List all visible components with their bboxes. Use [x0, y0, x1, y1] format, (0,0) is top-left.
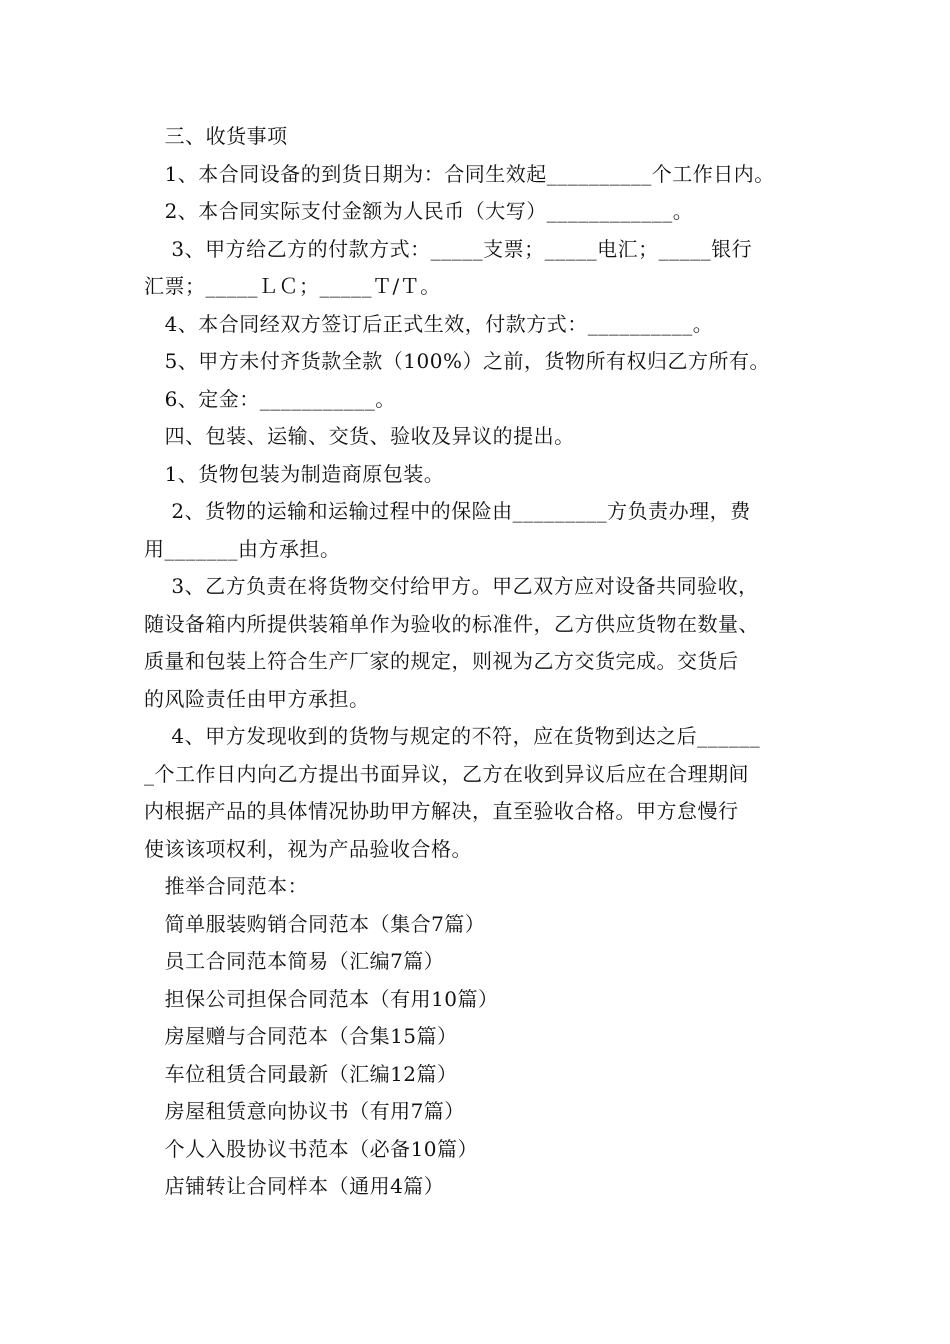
recommended-item: 个人入股协议书范本（必备10篇）: [144, 1136, 479, 1161]
recommended-item: 简单服装购销合同范本（集合7篇）: [144, 911, 486, 936]
paragraph-line: 3、甲方给乙方的付款方式：_____支票；_____电汇；_____银行: [144, 236, 753, 261]
paragraph-line: 使该该项权利，视为产品验收合格。: [144, 836, 472, 861]
paragraph-line: 用_______由方承担。: [144, 536, 341, 561]
paragraph-line: 质量和包装上符合生产厂家的规定，则视为乙方交货完成。交货后: [144, 649, 739, 673]
paragraph-line: 1、本合同设备的到货日期为：合同生效起__________个工作日内。: [144, 161, 775, 186]
recommended-item: 房屋赠与合同范本（合集15篇）: [144, 1024, 458, 1048]
section-heading: 三、收货事项: [144, 124, 288, 148]
recommended-heading: 推举合同范本：: [144, 874, 309, 898]
paragraph-line: 内根据产品的具体情况协助甲方解决，直至验收合格。甲方怠慢行: [144, 799, 739, 823]
section-heading: 四、包装、运输、交货、验收及异议的提出。: [144, 424, 575, 448]
paragraph-line: 3、乙方负责在将货物交付给甲方。甲乙双方应对设备共同验收，: [144, 574, 759, 598]
recommended-item: 员工合同范本简易（汇编7篇）: [144, 949, 445, 973]
paragraph-line: 2、货物的运输和运输过程中的保险由_________方负责办理，费: [144, 499, 751, 523]
paragraph-line: _个工作日内向乙方提出书面异议，乙方在收到异议后应在合理期间: [144, 761, 749, 786]
paragraph-line: 2、本合同实际支付金额为人民币（大写）____________。: [144, 199, 694, 223]
recommended-item: 店铺转让合同样本（通用4篇）: [144, 1174, 445, 1198]
paragraph-line: 随设备箱内所提供装箱单作为验收的标准件，乙方供应货物在数量、: [144, 611, 759, 636]
paragraph-line: 5、甲方未付齐货款全款（100%）之前，货物所有权归乙方所有。: [144, 349, 770, 373]
paragraph-line: 4、甲方发现收到的货物与规定的不符，应在货物到达之后______: [144, 724, 761, 748]
document-body: [144, 118, 824, 1206]
recommended-item: 房屋租赁意向协议书（有用7篇）: [144, 1099, 465, 1123]
recommended-item: 车位租赁合同最新（汇编12篇）: [144, 1061, 458, 1086]
paragraph-line: 1、货物包装为制造商原包装。: [144, 461, 445, 486]
paragraph-line: 4、本合同经双方签订后正式生效，付款方式：__________。: [144, 311, 714, 336]
paragraph-line: 6、定金：___________。: [144, 386, 396, 411]
paragraph-line: 的风险责任由甲方承担。: [144, 686, 370, 711]
recommended-item: 担保公司担保合同范本（有用10篇）: [144, 986, 499, 1011]
paragraph-line: 汇票；_____ＬＣ；_____Ｔ/Ｔ。: [144, 274, 441, 298]
